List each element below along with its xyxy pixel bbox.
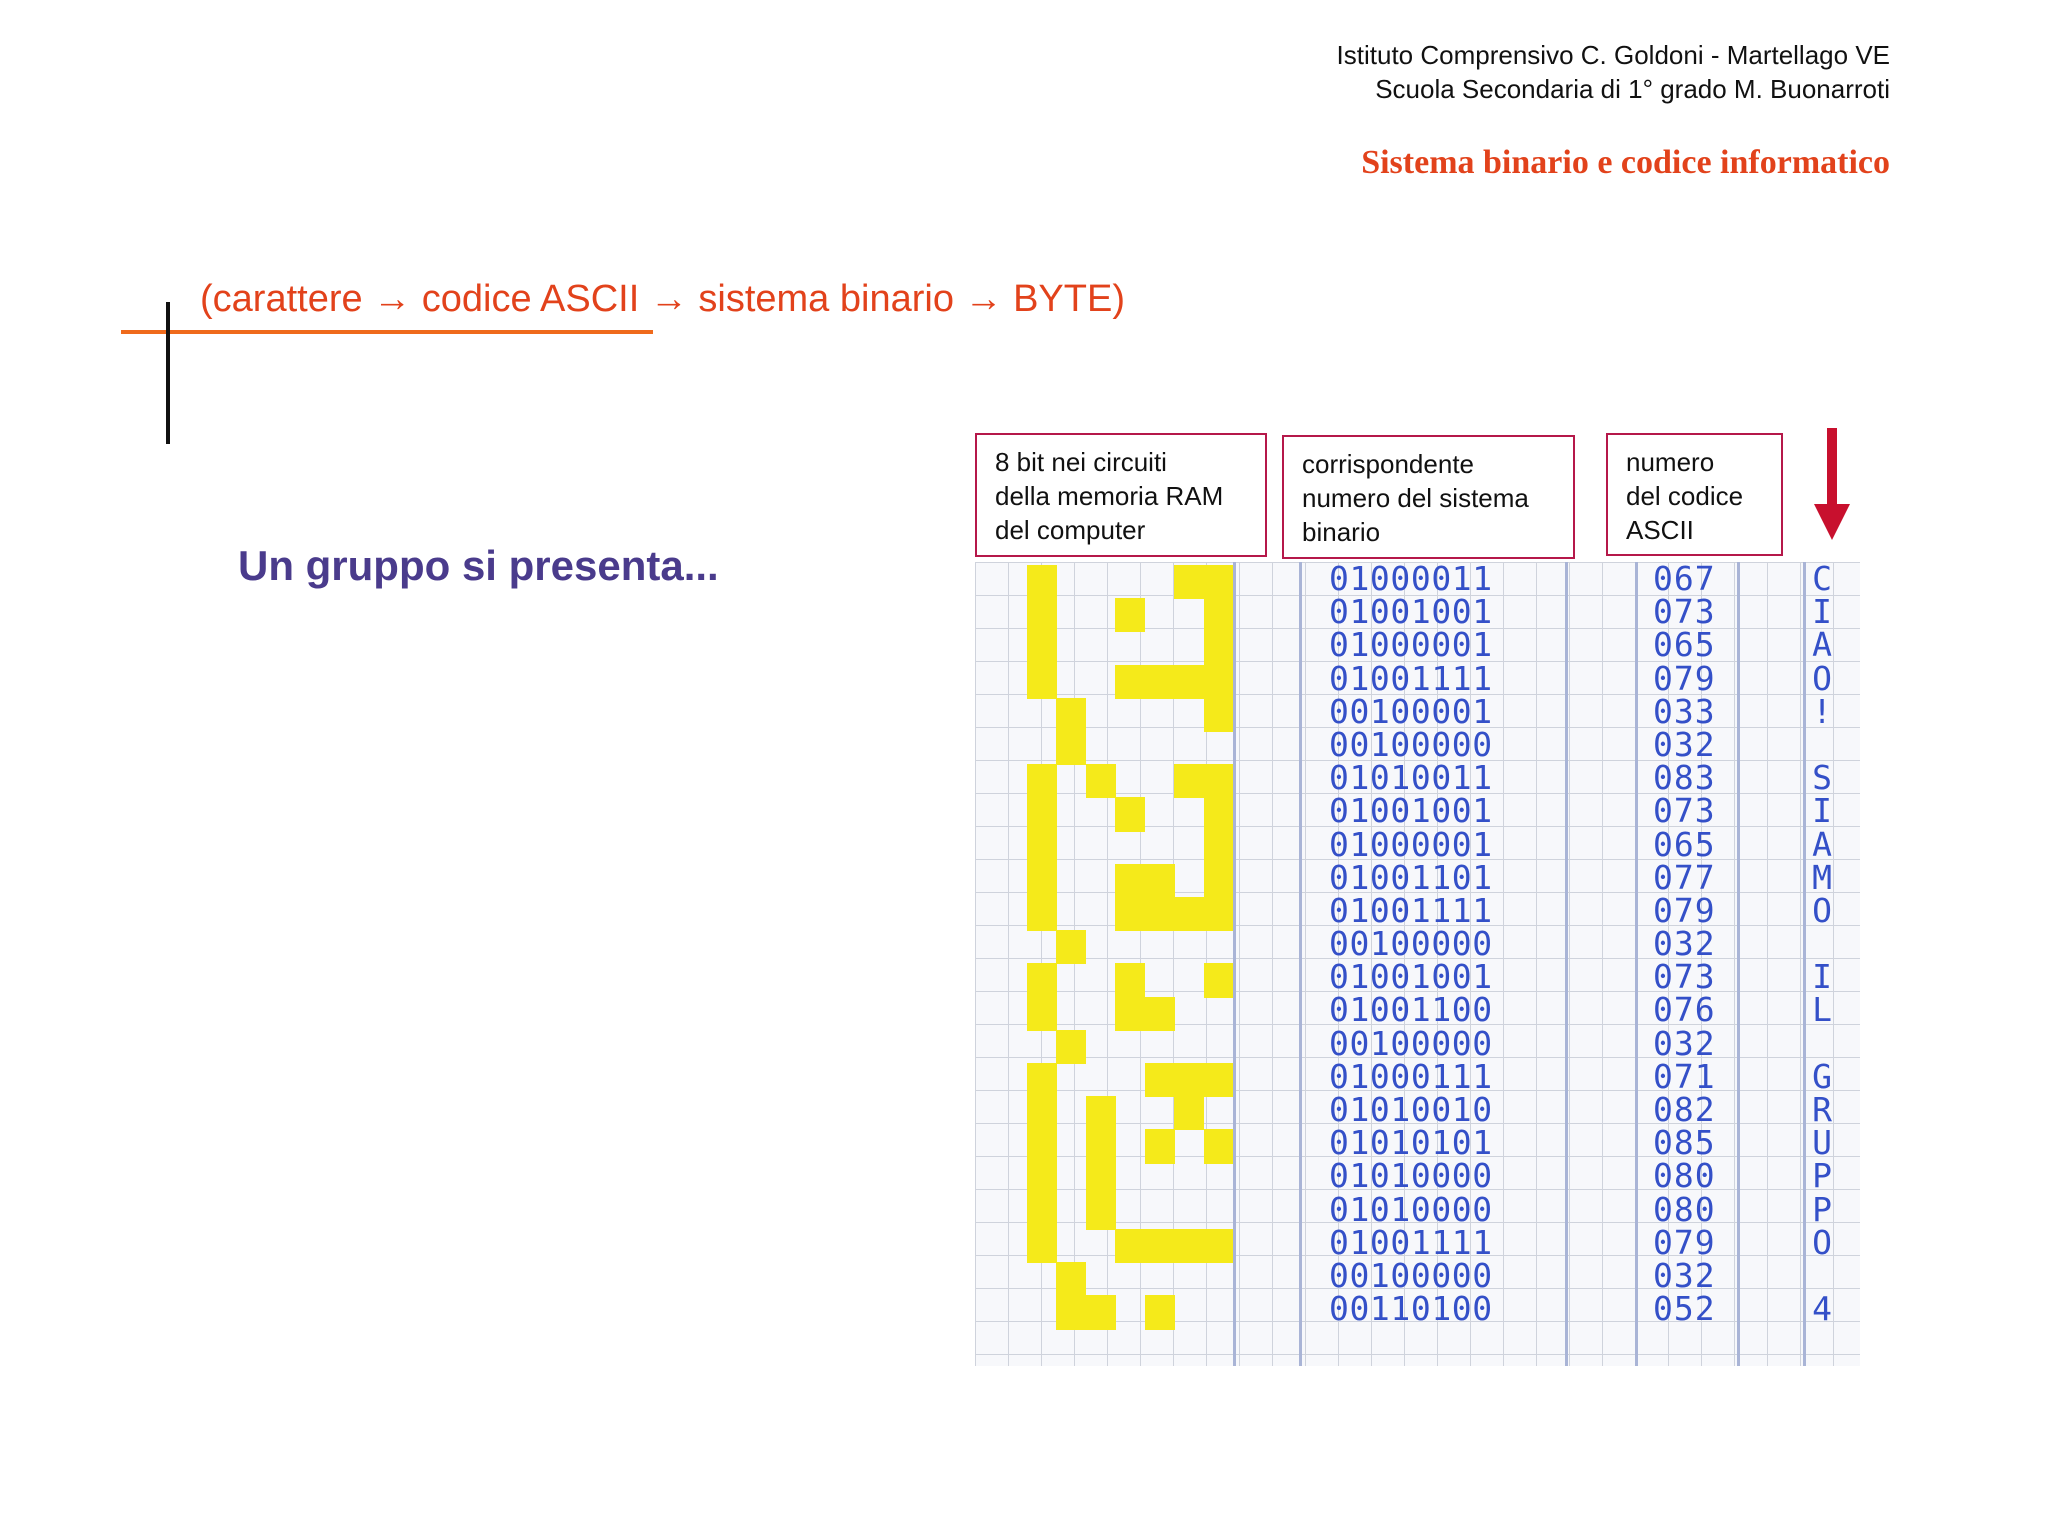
- char-row: S: [1812, 758, 1832, 798]
- char-row: C: [1812, 562, 1832, 598]
- bit-cell-on: [1204, 831, 1234, 865]
- binary-values: [1329, 562, 1493, 1329]
- ascii-row: 085: [1653, 1123, 1716, 1163]
- bit-cell-on: [1086, 1096, 1116, 1130]
- binary-row: 01001001: [1329, 957, 1493, 997]
- char-row: [1807, 927, 1837, 960]
- ascii-row: 079: [1653, 658, 1716, 698]
- label-line: ASCII: [1626, 515, 1694, 545]
- bit-cell-on: [1056, 1030, 1086, 1064]
- ascii-row: 079: [1653, 890, 1716, 930]
- binary-row: 00100000: [1329, 1255, 1493, 1295]
- char-row: U: [1812, 1123, 1832, 1163]
- bit-cell-on: [1027, 831, 1057, 865]
- bit-cell-on: [1204, 764, 1234, 798]
- concept-chain: (carattere → codice ASCII → sistema binario → BYTE): [200, 278, 1125, 320]
- ascii-row: 073: [1653, 957, 1716, 997]
- ascii-row: 082: [1653, 1090, 1716, 1129]
- ascii-row: 080: [1653, 1156, 1716, 1196]
- bit-cell-on: [1115, 797, 1145, 831]
- bit-cell-on: [1174, 1229, 1204, 1263]
- binary-row: 01001111: [1329, 658, 1493, 698]
- binary-row: 00100000: [1329, 924, 1493, 964]
- bit-cell-on: [1204, 665, 1234, 699]
- char-row: [1807, 1259, 1837, 1292]
- char-row: [1807, 1027, 1837, 1060]
- bit-cell-on: [1145, 665, 1175, 699]
- char-row: O: [1812, 1222, 1832, 1262]
- ascii-column: [1635, 562, 1737, 1366]
- label-line: numero del sistema: [1302, 483, 1529, 513]
- bit-cell-on: [1115, 598, 1145, 632]
- char-row: I: [1812, 957, 1832, 997]
- column-divider: [1737, 562, 1740, 1366]
- binary-row: 01000111: [1329, 1056, 1493, 1096]
- char-row: 4: [1812, 1289, 1832, 1329]
- char-column: [1803, 562, 1843, 1366]
- bit-cell-on: [1115, 963, 1145, 997]
- bit-cell-on: [1204, 698, 1234, 732]
- document-title: Sistema binario e codice informatico: [1361, 144, 1890, 181]
- label-ascii-code: [1606, 433, 1783, 556]
- binary-row: 00100001: [1329, 691, 1493, 731]
- label-binary-number: [1282, 435, 1575, 559]
- bit-cell-on: [1204, 631, 1234, 665]
- grid-paper-photo: [975, 562, 1860, 1366]
- column-divider: [1233, 562, 1236, 1366]
- binary-row: 01010000: [1329, 1156, 1493, 1196]
- bit-cell-on: [1204, 1063, 1234, 1097]
- bit-cell-on: [1174, 1096, 1204, 1130]
- bit-cell-on: [1204, 897, 1234, 931]
- ascii-row: 032: [1653, 924, 1716, 964]
- binary-row: 00100000: [1329, 1023, 1493, 1063]
- bit-cell-on: [1056, 1295, 1086, 1329]
- bit-cell-on: [1204, 864, 1234, 898]
- bit-cell-on: [1027, 797, 1057, 831]
- bit-cell-on: [1145, 864, 1175, 898]
- bit-cell-on: [1174, 1063, 1204, 1097]
- bit-cell-on: [1145, 997, 1175, 1031]
- char-row: A: [1812, 625, 1832, 665]
- char-row: L: [1812, 990, 1832, 1030]
- ascii-row: 033: [1653, 691, 1716, 731]
- binary-row: 01001111: [1329, 890, 1493, 930]
- bit-cell-on: [1056, 1262, 1086, 1296]
- ascii-row: 052: [1653, 1289, 1716, 1329]
- label-line: della memoria RAM: [995, 481, 1224, 511]
- bit-cell-on: [1086, 1163, 1116, 1197]
- bit-cell-on: [1145, 897, 1175, 931]
- bit-cell-on: [1145, 1129, 1175, 1163]
- bit-cell-on: [1204, 797, 1234, 831]
- binary-row: 01010011: [1329, 758, 1493, 798]
- bit-cell-on: [1145, 1229, 1175, 1263]
- label-line: del computer: [995, 515, 1146, 545]
- bit-cell-on: [1145, 1063, 1175, 1097]
- black-divider: [166, 302, 170, 444]
- bit-cell-on: [1174, 665, 1204, 699]
- label-line: 8 bit nei circuiti: [995, 447, 1167, 477]
- binary-row: 00110100: [1329, 1289, 1493, 1329]
- char-row: [1807, 728, 1837, 761]
- bit-cell-on: [1204, 1229, 1234, 1263]
- column-divider: [1565, 562, 1568, 1366]
- bit-cell-on: [1174, 764, 1204, 798]
- binary-row: 01000001: [1329, 625, 1493, 665]
- bit-cell-on: [1204, 565, 1234, 599]
- binary-row: 00100000: [1329, 724, 1493, 764]
- bit-cell-on: [1145, 1295, 1175, 1329]
- bit-cell-on: [1027, 897, 1057, 931]
- bit-cell-on: [1027, 1096, 1057, 1130]
- ascii-row: 076: [1653, 990, 1716, 1030]
- char-row: P: [1812, 1189, 1832, 1229]
- bit-cell-on: [1027, 1196, 1057, 1230]
- bit-cell-on: [1027, 997, 1057, 1031]
- label-line: binario: [1302, 517, 1381, 547]
- bit-cell-on: [1027, 1129, 1057, 1163]
- school-name: Scuola Secondaria di 1° grado M. Buonarroti: [1375, 74, 1890, 104]
- bit-cell-on: [1027, 764, 1057, 798]
- binary-row: 01001100: [1329, 990, 1493, 1030]
- bit-cell-on: [1027, 864, 1057, 898]
- bit-cell-on: [1204, 963, 1234, 997]
- bit-cell-on: [1086, 1129, 1116, 1163]
- ascii-row: 032: [1653, 1255, 1716, 1295]
- binary-row: 01000011: [1329, 562, 1493, 598]
- ascii-row: 083: [1653, 758, 1716, 798]
- char-row: I: [1812, 592, 1832, 632]
- binary-column: [1299, 562, 1565, 1366]
- bit-cell-on: [1115, 997, 1145, 1031]
- bit-cell-on: [1056, 698, 1086, 732]
- orange-divider: [121, 330, 653, 334]
- bit-cell-on: [1027, 1063, 1057, 1097]
- char-row: O: [1812, 890, 1832, 930]
- ascii-row: 073: [1653, 592, 1716, 632]
- binary-row: 01001001: [1329, 592, 1493, 632]
- bit-cell-on: [1027, 565, 1057, 599]
- bit-cell-on: [1115, 897, 1145, 931]
- char-row: G: [1812, 1056, 1832, 1096]
- char-row: R: [1812, 1090, 1832, 1129]
- binary-row: 01010010: [1329, 1090, 1493, 1129]
- ascii-row: 065: [1653, 824, 1716, 864]
- ascii-values: [1653, 562, 1716, 1329]
- down-arrow-icon: [1812, 428, 1852, 544]
- bit-cell-on: [1204, 598, 1234, 632]
- bit-cell-on: [1056, 930, 1086, 964]
- bit-cell-on: [1027, 665, 1057, 699]
- bit-cell-on: [1056, 731, 1086, 765]
- binary-row: 01001111: [1329, 1222, 1493, 1262]
- bit-cell-on: [1027, 1163, 1057, 1197]
- bit-cell-on: [1027, 598, 1057, 632]
- ascii-row: 080: [1653, 1189, 1716, 1229]
- bit-cell-on: [1204, 1129, 1234, 1163]
- binary-row: 01010101: [1329, 1123, 1493, 1163]
- character-values: [1807, 562, 1837, 1329]
- bit-cell-on: [1115, 665, 1145, 699]
- institute-name: Istituto Comprensivo C. Goldoni - Martellago VE: [1336, 40, 1890, 70]
- ascii-row: 079: [1653, 1222, 1716, 1262]
- bit-cell-on: [1115, 1229, 1145, 1263]
- char-row: M: [1812, 857, 1832, 897]
- char-row: O: [1812, 658, 1832, 698]
- ascii-row: 073: [1653, 791, 1716, 831]
- ascii-row: 077: [1653, 857, 1716, 897]
- binary-row: 01001001: [1329, 791, 1493, 831]
- char-row: !: [1812, 691, 1832, 731]
- label-line: del codice: [1626, 481, 1744, 511]
- bit-cell-on: [1027, 631, 1057, 665]
- binary-row: 01010000: [1329, 1189, 1493, 1229]
- binary-row: 01001101: [1329, 857, 1493, 897]
- label-line: corrispondente: [1302, 449, 1474, 479]
- bit-cell-on: [1115, 864, 1145, 898]
- ascii-row: 065: [1653, 625, 1716, 665]
- bit-cell-on: [1027, 1229, 1057, 1263]
- bit-cell-on: [1086, 1196, 1116, 1230]
- bit-cell-on: [1174, 897, 1204, 931]
- ascii-row: 032: [1653, 724, 1716, 764]
- bit-cell-on: [1086, 1295, 1116, 1329]
- intro-heading: Un gruppo si presenta...: [238, 542, 719, 589]
- bit-cell-on: [1027, 963, 1057, 997]
- bit-cell-on: [1174, 565, 1204, 599]
- bit-cell-on: [1086, 764, 1116, 798]
- ascii-row: 032: [1653, 1023, 1716, 1063]
- label-bits-ram: [975, 433, 1267, 557]
- ascii-row: 071: [1653, 1056, 1716, 1096]
- ascii-row: 067: [1653, 562, 1716, 598]
- char-row: P: [1812, 1156, 1832, 1196]
- char-row: A: [1812, 824, 1832, 864]
- label-line: numero: [1626, 447, 1715, 477]
- char-row: I: [1812, 791, 1832, 831]
- binary-row: 01000001: [1329, 824, 1493, 864]
